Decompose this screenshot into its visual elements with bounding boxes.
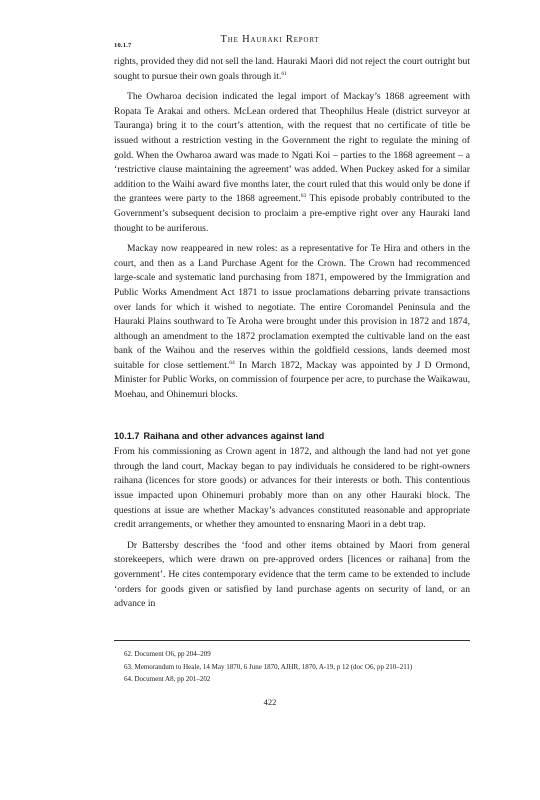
paragraph-2-text-a: The Owharoa decision indicated the legal import of Mackay’s 1868 agreement with Ropata Te Arakai and others. McLean ordered that Theophilus Heale (district surveyor at Tauranga) bring it to the court’s attention, with the request that no certificate of title be issued without a restriction vesting in the Government the right to regulate the mining of gold. When the Owharoa award was made to Ngati Koi – parties to the 1868 agreement – a ‘restrictive clause maintaining the agreement’ was added. When Puckey asked for a similar addition to the Waihi award five months later, the court ruled that this would only be done if the grantees were party to the 1868 agreement. (114, 91, 470, 205)
body-text (114, 55, 470, 618)
paragraph-3 (114, 242, 470, 403)
section-heading-number: 10.1.7 (114, 430, 140, 441)
paragraph-4 (114, 445, 470, 533)
footnote-ref-61[interactable]: 61 (281, 70, 287, 77)
paragraph-5 (114, 539, 470, 612)
section-heading-title: Raihana and other advances against land (143, 430, 325, 441)
paragraph-1 (114, 55, 470, 84)
paragraph-1-text: rights, provided they did not sell the land. Hauraki Maori did not reject the court outright but sought to pursue their own goals through it. (114, 56, 470, 82)
paragraph-4-text: From his commissioning as Crown agent in 1872, and although the land had not yet gone through the land court, Mackay began to pay individuals he considered to be right-owners raihana (licences for store goods) or advances for their interests or both. This contentious issue impacted upon Ohinemuri probably more than on any other Hauraki block. The questions at issue are whether Mackay’s advances constituted reasonable and appropriate credit arrangements, or whether they amounted to ensnaring Maori in a debt trap. (114, 446, 470, 531)
footnotes (124, 648, 470, 686)
page-number: 422 (263, 697, 277, 707)
footnote-62: 62. Document O6, pp 204–209 (124, 650, 211, 658)
section-heading (114, 429, 470, 444)
footnote-ref-64[interactable]: 64 (229, 359, 235, 366)
paragraph-2 (114, 90, 470, 236)
paragraph-3-text-a: Mackay now reappeared in new roles: as a representative for Te Hira and others in the court, and then as a Land Purchase Agent for the Crown. The Crown had recommenced large-scale and systematic land purchasing from 1871, empowered by the Immigration and Public Works Amendment Act 1871 to issue proclamations debarring private transactions over lands for which it wished to negotiate. The entire Coromandel Peninsula and the Hauraki Plains southward to Te Aroha were brought under this provision in 1872 and 1874, although an amendment to the 1872 proclamation exempted the cultivable land on the east bank of the Waihou and the reserves within the goldfield cessions, lands deemed most suitable for close settlement. (114, 243, 470, 371)
footnote-ref-63[interactable]: 63 (300, 193, 307, 200)
footnote-64: 64. Document A8, pp 201–202 (124, 675, 211, 683)
section-reference: 10.1.7 (114, 42, 132, 49)
paragraph-2-text-b: This episode probably contributed to the Government’s subsequent decision to proclaim a pre-emptive right over any Hauraki land thought to be auriferous. (114, 193, 471, 234)
paragraph-3-text-b: In March 1872, Mackay was appointed by J D Ormond, Minister for Public Works, on commission of fourpence per acre, to purchase the Waikawau, Moehau, and Ohinemuri blocks. (114, 359, 470, 401)
paragraph-5-text: Dr Battersby describes the ‘food and other items obtained by Maori from general storekeepers, which were drawn on pre-approved orders [licences or raihana] from the government’. He cites contemporary evidence that the term came to be extended to include ‘orders for goods given or satisfied by land purchase agents on security of land, or an advance in (114, 539, 470, 610)
running-head: The Hauraki Report (220, 34, 320, 45)
footnote-divider (114, 640, 470, 641)
footnote-63: 63. Memorandum to Heale, 14 May 1870, 6 June 1870, AJHR, 1870, A-19, p 12 (doc O6, pp 210–211) (124, 662, 413, 671)
